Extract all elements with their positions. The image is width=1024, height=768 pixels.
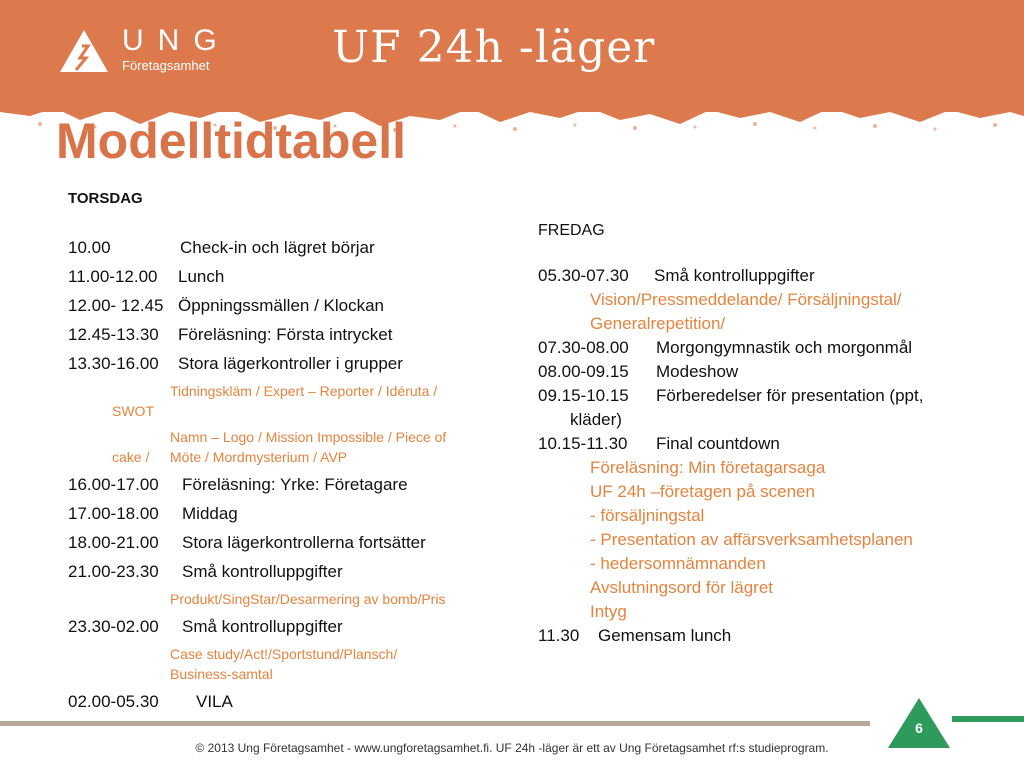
footer-accent-line	[952, 716, 1024, 722]
row-time: 11.30	[538, 626, 580, 645]
row-time: 16.00-17.00	[68, 475, 159, 494]
thursday-sub-tasks-3	[68, 589, 498, 609]
sub-line: Vision/Pressmeddelande/ Försäljningstal/	[590, 290, 902, 309]
schedule-row	[68, 473, 498, 502]
schedule-row	[538, 336, 968, 360]
schedule-row	[68, 615, 498, 644]
thursday-label: TORSDAG	[68, 190, 143, 207]
row-time: 17.00-18.00	[68, 504, 159, 523]
row-time: 05.30-07.30	[538, 266, 629, 285]
row-text: Stora lägerkontrollerna fortsätter	[182, 533, 426, 552]
row-text: Små kontrolluppgifter	[182, 617, 343, 636]
schedule-row	[538, 432, 968, 456]
row-text: Små kontrolluppgifter	[654, 266, 815, 285]
thursday-sub-tasks-4	[68, 644, 498, 684]
schedule-row	[68, 502, 498, 531]
sub-line: Möte / Mordmysterium / AVP	[170, 449, 348, 465]
sub-line: Produkt/SingStar/Desarmering av bomb/Pris	[170, 591, 446, 607]
row-text: VILA	[196, 692, 233, 711]
schedule-row	[68, 294, 498, 323]
row-text: Föreläsning: Yrke: Företagare	[182, 475, 408, 494]
row-time: 10.00	[68, 238, 111, 257]
sub-line: - hedersomnämnanden	[590, 554, 766, 573]
friday-label: FREDAG	[538, 222, 605, 239]
row-text: Check-in och lägret börjar	[180, 238, 375, 257]
footer-divider	[0, 721, 870, 726]
schedule-row	[68, 265, 498, 294]
row-time: 07.30-08.00	[538, 338, 629, 357]
logo-triangle-icon	[58, 28, 110, 74]
ung-logo	[58, 24, 258, 78]
sub-line: SWOT	[112, 403, 154, 419]
schedule-row	[68, 352, 498, 381]
row-time: 12.00- 12.45	[68, 296, 164, 315]
logo-main-text: UNG	[122, 24, 231, 57]
schedule-row	[68, 531, 498, 560]
row-text: Middag	[182, 504, 238, 523]
page-title: Modelltidtabell	[56, 113, 406, 169]
sub-line: Föreläsning: Min företagarsaga	[590, 458, 826, 477]
sub-line: Tidningskläm / Expert – Reporter / Idéruta /	[170, 383, 438, 399]
row-time: 12.45-13.30	[68, 325, 159, 344]
schedule-row	[538, 360, 968, 384]
row-time: 11.00-12.00	[68, 267, 158, 286]
friday-schedule	[538, 222, 968, 648]
row-text: Små kontrolluppgifter	[182, 562, 343, 581]
sub-line: Case study/Act!/Sportstund/Plansch/	[170, 646, 398, 662]
banner-title: UF 24h -läger	[332, 22, 656, 73]
sub-line: Avslutningsord för lägret	[590, 578, 774, 597]
row-time: 18.00-21.00	[68, 533, 159, 552]
thursday-sub-tasks-1	[68, 381, 498, 421]
row-time: 23.30-02.00	[68, 617, 159, 636]
row-text: Morgongymnastik och morgonmål	[656, 338, 913, 357]
row-time: 10.15-11.30	[538, 434, 628, 453]
sub-line: - försäljningstal	[590, 506, 705, 525]
row-continuation: kläder)	[570, 410, 622, 429]
schedule-row	[68, 690, 498, 719]
thursday-sub-tasks-2	[68, 427, 498, 467]
page-number: 6	[915, 720, 923, 736]
sub-line: Namn – Logo / Mission Impossible / Piece of	[170, 429, 447, 445]
schedule-row	[538, 264, 968, 288]
row-text: Förberedelser för presentation (ppt,	[656, 386, 924, 405]
row-text: Öppningssmällen / Klockan	[178, 296, 385, 315]
schedule-row	[538, 384, 968, 408]
thursday-schedule	[68, 190, 498, 719]
schedule-row	[538, 624, 968, 648]
sub-line: Intyg	[590, 602, 627, 621]
sub-line: - Presentation av affärsverksamhetsplanen	[590, 530, 913, 549]
sub-line: Business-samtal	[170, 666, 273, 682]
row-time: 09.15-10.15	[538, 386, 629, 405]
logo-sub-text: Företagsamhet	[122, 58, 210, 73]
row-time: 02.00-05.30	[68, 692, 159, 711]
row-time: 21.00-23.30	[68, 562, 159, 581]
row-text: Final countdown	[656, 434, 780, 453]
footer-copyright: © 2013 Ung Företagsamhet - www.ungforetagsamhet.fi. UF 24h -läger är ett av Ung Företagsamhet rf:s studieprogram.	[195, 741, 829, 755]
row-text: Lunch	[178, 267, 225, 286]
sub-line: cake /	[112, 449, 150, 465]
schedule-row	[68, 560, 498, 589]
sub-line: Generalrepetition/	[590, 314, 726, 333]
row-time: 13.30-16.00	[68, 354, 159, 373]
schedule-row	[68, 323, 498, 352]
row-text: Stora lägerkontroller i grupper	[178, 354, 403, 373]
schedule-row	[68, 236, 498, 265]
sub-line: UF 24h –företagen på scenen	[590, 482, 815, 501]
row-text: Föreläsning: Första intrycket	[178, 325, 393, 344]
row-text: Modeshow	[656, 362, 739, 381]
row-text: Gemensam lunch	[598, 626, 732, 645]
row-time: 08.00-09.15	[538, 362, 629, 381]
